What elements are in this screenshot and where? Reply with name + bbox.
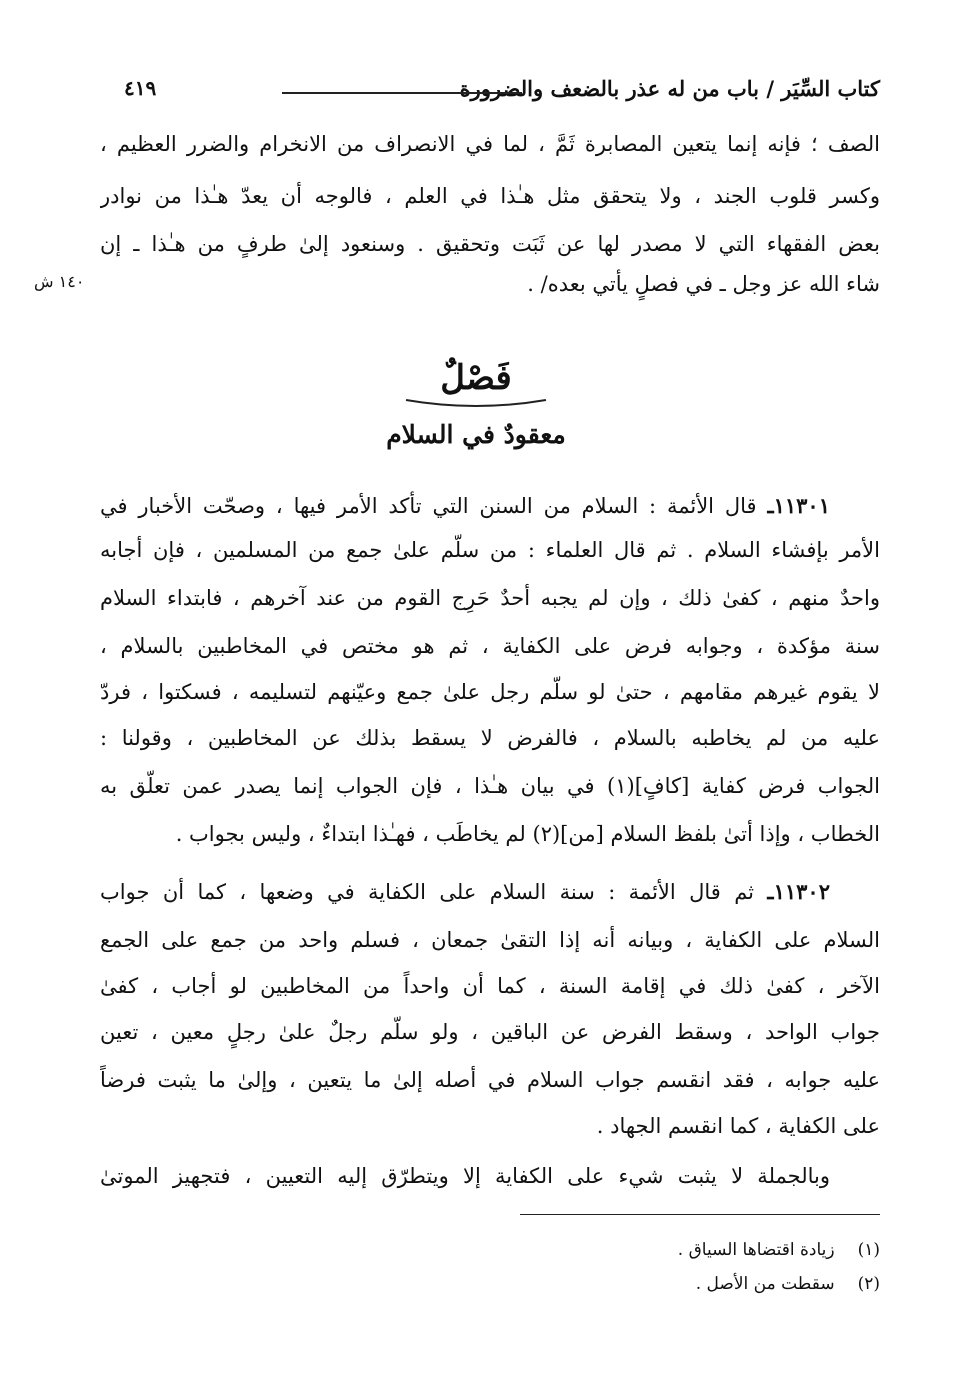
intro-line-4: شاء الله عز وجل ـ في فصلٍ يأتي بعده/ .	[527, 272, 880, 296]
margin-folio-note: ١٤٠ ش	[34, 272, 85, 291]
para1-line-1	[100, 486, 880, 526]
para1-line-5: لا يقوم غيرهم مقامهم ، حتىٰ لو سلّم رجل علىٰ جمع وعيّنهم لتسليمه ، فسكتوا ، فردّ	[100, 680, 880, 704]
para1-line-1-text: قال الأئمة : السلام من السنن التي تأكد الأمر فيها ، وصحّت الأخبار في	[100, 494, 757, 518]
para2-line-3: الآخر ، كفىٰ ذلك في إقامة السنة ، كما أن واحداً من المخاطبين لو أجاب ، كفىٰ	[100, 974, 880, 998]
chapter-subtitle: معقودٌ في السلام	[386, 420, 566, 449]
footnote-1-number: (١)	[857, 1240, 880, 1260]
para1-line-2: الأمر بإفشاء السلام . ثم قال العلماء : من سلّم علىٰ جمع من المسلمين ، فإن أجابه	[100, 538, 880, 562]
para1-line-7: الجواب فرض كفاية [كافٍ](١) في بيان هـٰذا ، فإن الجواب إنما يصدر عمن تعلّق به	[100, 774, 880, 798]
footnote-1-text: زيادة اقتضاها السياق .	[677, 1240, 835, 1260]
chapter-ornament	[376, 350, 576, 410]
header-title: كتاب السِّيَر / باب من له عذر بالضعف والضرورة	[459, 76, 880, 101]
running-header	[100, 76, 880, 110]
intro-line-1: الصف ؛ فإنه إنما يتعين المصابرة ثَمَّ ، لما في الانصراف من الانخرام والضرر العظيم ،	[100, 132, 880, 156]
para1-line-4: سنة مؤكدة ، وجوابه فرض على الكفاية ، ثم هو مختص في المخاطبين بالسلام ،	[100, 634, 880, 658]
para2-number: ١١٣٠٢ـ	[767, 879, 830, 904]
para1-line-8: الخطاب ، وإذا أتىٰ بلفظ السلام [من](٢) لم يخاطَب ، فهـٰذا ابتداءٌ ، وليس بجواب .	[175, 822, 880, 846]
footnote-rule	[520, 1214, 880, 1215]
intro-line-3: بعض الفقهاء التي لا مصدر لها عن ثَبَت وتحقيق . وسنعود إلىٰ طرفٍ من هـٰذا ـ إن	[100, 232, 880, 256]
para1-number: ١١٣٠١ـ	[767, 493, 830, 518]
header-rule	[282, 92, 522, 94]
para2-line-1-text: ثم قال الأئمة : سنة السلام على الكفاية في وضعها ، كما أن جواب	[100, 880, 755, 904]
page-number: ٤١٩	[124, 76, 157, 100]
para2-line-1	[100, 872, 880, 912]
para1-line-3: واحدٌ منهم ، كفىٰ ذلك ، وإن لم يجبه أحدٌ حَرِج القوم من عند آخرهم ، فابتداء السلام	[100, 586, 880, 610]
para2-line-6: على الكفاية ، كما انقسم الجهاد .	[596, 1114, 880, 1138]
para2-line-4: جواب الواحد ، وسقط الفرض عن الباقين ، ولو سلّم رجلٌ علىٰ رجلٍ معين ، تعين	[100, 1020, 880, 1044]
para2-line-2: السلام على الكفاية ، وبيانه أنه إذا التقىٰ جمعان ، فسلم واحد من جمع على الجمع	[100, 928, 880, 952]
footnote-2	[696, 1274, 880, 1294]
footnote-2-text: سقطت من الأصل .	[695, 1274, 835, 1294]
intro-line-2: وكسر قلوب الجند ، ولا يتحقق مثل هـٰذا في العلم ، فالوجه أن يعدّ هـٰذا من نوادر	[100, 184, 880, 208]
para2-line-5: عليه جوابه ، فقد انقسم جواب السلام في أصله إلىٰ ما يتعين ، وإلىٰ ما يثبت فرضاً	[100, 1068, 880, 1092]
para3-line-1: وبالجملة لا يثبت شيء على الكفاية إلا ويتطرّق إليه التعيين ، فتجهيز الموتىٰ	[100, 1164, 830, 1188]
footnote-2-number: (٢)	[857, 1274, 880, 1294]
para1-line-6: عليه من لم يخاطبه بالسلام ، فالفرض لا يسقط بذلك عن المخاطبين ، وقولنا :	[100, 726, 880, 750]
footnote-1	[678, 1240, 880, 1260]
chapter-ornament-text: فَصْلٌ	[440, 358, 512, 398]
